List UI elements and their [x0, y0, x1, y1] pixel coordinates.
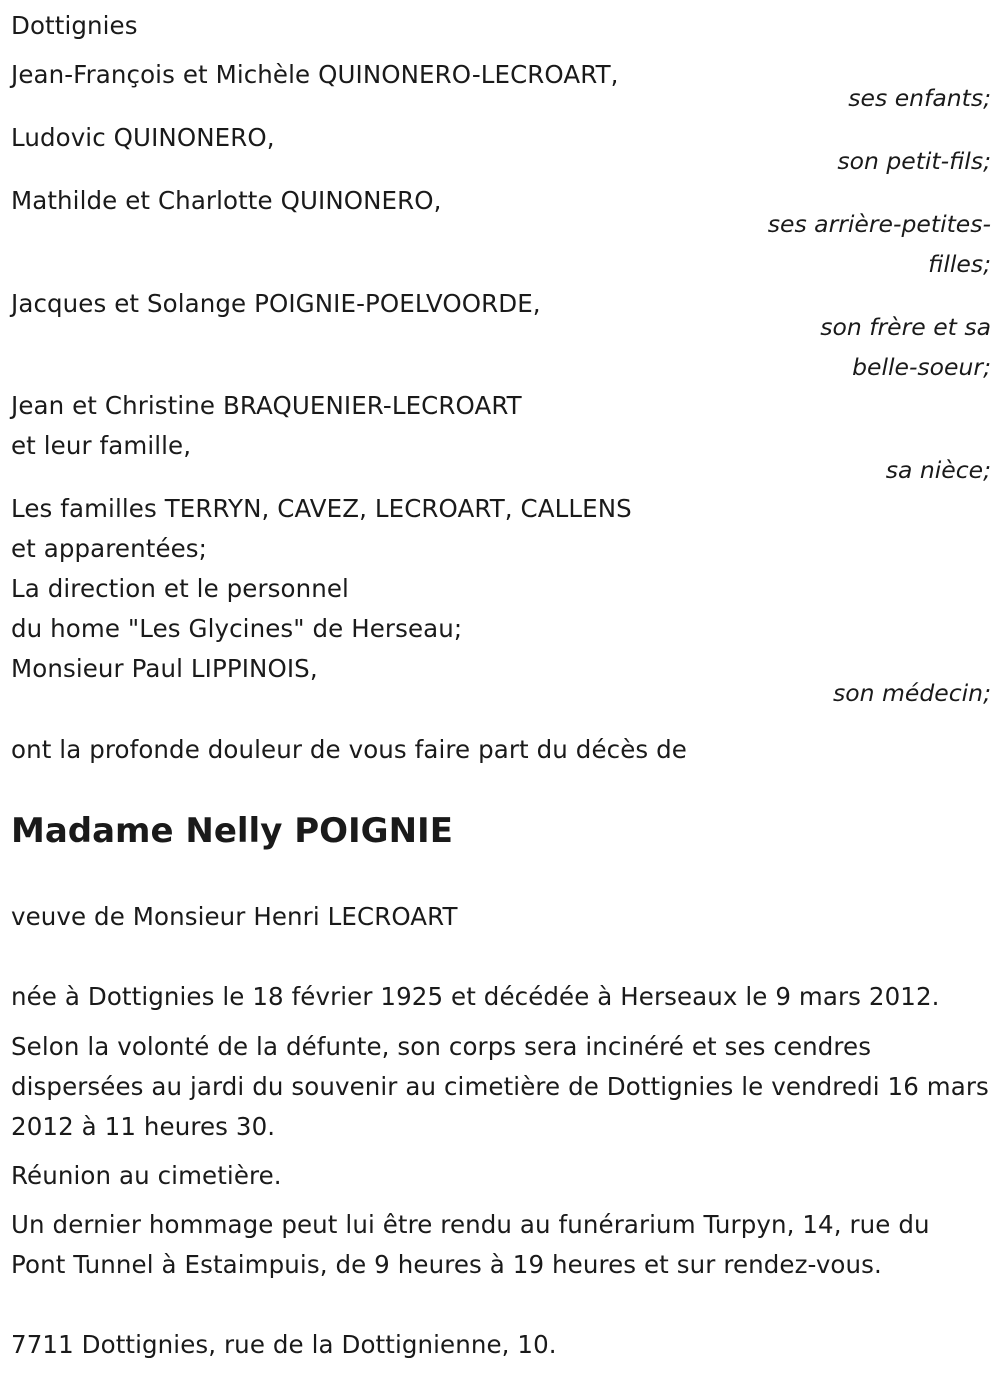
deceased-name: Madame Nelly POIGNIE: [11, 811, 453, 851]
relation-grandson: son petit-fils;: [837, 147, 991, 175]
family-member-children: Jean-François et Michèle QUINONERO-LECROART,: [11, 60, 619, 89]
other-families-line1: Les familles TERRYN, CAVEZ, LECROART, CALLENS: [11, 494, 632, 523]
relation-niece: sa nièce;: [885, 456, 991, 484]
relation-children: ses enfants;: [848, 84, 991, 112]
birth-death-text: née à Dottignies le 18 février 1925 et décédée à Herseaux le 9 mars 2012.: [11, 982, 940, 1011]
relation-great-grandchildren-line1: ses arrière-petites-: [767, 210, 991, 238]
family-member-niece-line2: et leur famille,: [11, 431, 192, 460]
family-member-great-grandchildren: Mathilde et Charlotte QUINONERO,: [11, 186, 442, 215]
care-home-line1: La direction et le personnel: [11, 574, 349, 603]
family-member-grandson: Ludovic QUINONERO,: [11, 123, 275, 152]
relation-sibling-line1: son frère et sa: [820, 313, 991, 341]
ceremony-paragraph: Selon la volonté de la défunte, son corps sera incinéré et ses cendres dispersées au jardi du souvenir au cimetière de Dottignies le vendredi 16 mars 2012 à 11 heures 30.: [11, 1032, 989, 1141]
meeting-text: Réunion au cimetière.: [11, 1161, 282, 1190]
care-home-line2: du home "Les Glycines" de Herseau;: [11, 614, 463, 643]
relation-great-grandchildren-line2: filles;: [928, 250, 991, 278]
widow-of-text: veuve de Monsieur Henri LECROART: [11, 902, 458, 931]
relation-sibling-line2: belle-soeur;: [852, 353, 991, 381]
announcement-text: ont la profonde douleur de vous faire part du décès de: [11, 735, 687, 764]
address-text: 7711 Dottignies, rue de la Dottignienne, 10.: [11, 1330, 557, 1359]
doctor-name: Monsieur Paul LIPPINOIS,: [11, 654, 318, 683]
location-heading: Dottignies: [11, 11, 138, 40]
relation-doctor: son médecin;: [833, 679, 991, 707]
tribute-paragraph: Un dernier hommage peut lui être rendu au funérarium Turpyn, 14, rue du Pont Tunnel à Estaimpuis, de 9 heures à 19 heures et sur rendez-vous.: [11, 1210, 930, 1279]
obituary-notice: [11, 0, 991, 1381]
family-member-niece-line1: Jean et Christine BRAQUENIER-LECROART: [11, 391, 522, 420]
other-families-line2: et apparentées;: [11, 534, 208, 563]
family-member-sibling: Jacques et Solange POIGNIE-POELVOORDE,: [11, 289, 541, 318]
